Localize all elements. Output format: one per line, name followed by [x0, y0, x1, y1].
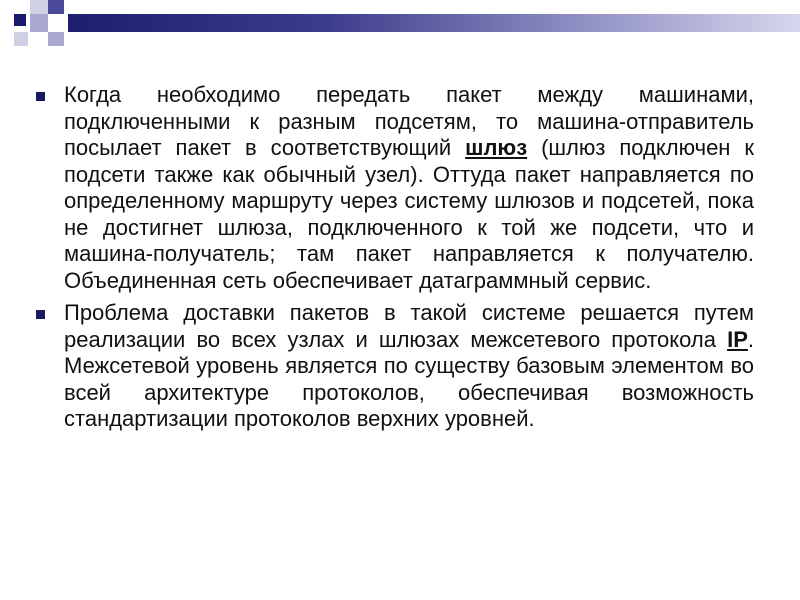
bullet-text: Когда необходимо передать пакет между машинами, подключенными к разным подсетям, то машина-отправитель посылает пакет в соответствующий шлюз (шлюз подключен к подсети также как обычный узел). Оттуда пакет направляется по определенному маршруту через систему шлюзов и подсетей, пока не достигнет шлюза, подключенного к той же подсети, что и машина-получатель; там пакет направляется к получателю. Объединенная сеть обеспечивает датаграммный сервис. [64, 82, 754, 293]
slide-content [32, 82, 754, 439]
decor-square [48, 0, 64, 14]
decor-square [30, 14, 48, 32]
bullet-square-icon [36, 310, 45, 319]
decor-square [14, 32, 28, 46]
bullet-square-icon [36, 92, 45, 101]
bullet-text: Проблема доставки пакетов в такой системе решается путем реализации во всех узлах и шлюзах межсетевого протокола IP. Межсетевой уровень является по существу базовым элементом во всей архитектуре протоколов, обеспечивая возможность стандартизации протоколов верхних уровней. [64, 300, 754, 431]
bullet-item [32, 82, 754, 294]
decor-square [48, 32, 64, 46]
decor-square [14, 14, 26, 26]
header-bar [68, 14, 800, 32]
gateway-link[interactable]: шлюз [465, 135, 528, 160]
ip-link[interactable]: IP [727, 326, 748, 352]
decor-square [30, 0, 48, 14]
bullet-item [32, 300, 754, 433]
header-decoration [0, 0, 800, 50]
